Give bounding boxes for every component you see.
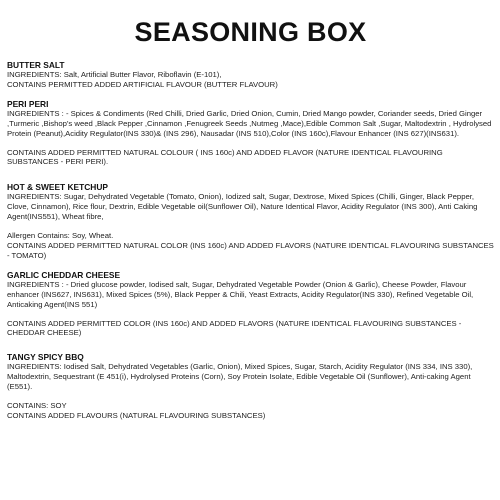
allergen-and-flavour-note: Allergen Contains: Soy, Wheat. CONTAINS ADDED PERMITTED NATURAL COLOR (INS 160c) AND ADDED FLAVORS (NATURE IDENTICAL FLAVOURING SUBSTANCES - TOMATO) [7, 231, 494, 260]
allergen-and-flavour-note: CONTAINS: SOY CONTAINS ADDED FLAVOURS (NATURAL FLAVOURING SUBSTANCES) [7, 401, 266, 420]
section-heading: PERI PERI [7, 98, 49, 109]
section-heading: TANGY SPICY BBQ [7, 352, 84, 363]
ingredients-text: INGREDIENTS: Iodised Salt, Dehydrated Vegetables (Garlic, Onion), Mixed Spices, Sugar, Starch, Acidity Regulator (INS 334, INS 330), Maltodextrin, Sequestrant (E 451(i), Hydrolysed Proteins (Corn), Soy Protein Isolate, Edible Vegetable Oil (Sunflower), Anti-caking Agent (E551). [7, 362, 473, 392]
page-title: SEASONING BOX [134, 17, 367, 47]
ingredients-text: INGREDIENTS: Salt, Artificial Butter Flavor, Riboflavin (E-101), [7, 70, 222, 79]
flavour-note: CONTAINS ADDED PERMITTED NATURAL COLOUR ( INS 160c) AND ADDED FLAVOR (NATURE IDENTICAL FLAVOURING SUBSTANCES - PERI PERI). [7, 147, 443, 167]
section-hot-sweet-ketchup [7, 182, 494, 260]
section-butter-salt [7, 60, 494, 90]
section-peri-peri [7, 99, 494, 168]
flavour-note: CONTAINS PERMITTED ADDED ARTIFICIAL FLAVOUR (BUTTER FLAVOUR) [7, 79, 278, 89]
section-heading: HOT & SWEET KETCHUP [7, 182, 108, 193]
flavour-note: CONTAINS ADDED PERMITTED COLOR (INS 160c) AND ADDED FLAVORS (NATURE IDENTICAL FLAVOURING SUBSTANCES - CHEDDAR CHEESE) [7, 318, 462, 338]
section-garlic-cheddar-cheese [7, 270, 494, 339]
section-tangy-spicy-bbq [7, 352, 494, 421]
ingredients-text: INGREDIENTS : - Dried glucose powder, Iodised salt, Sugar, Dehydrated Vegetable Powder (Onion & Garlic), Cheese Powder, Flavour enhancer (INS627, INS631), Mixed Spices (5%), Black Pepper & Chili, Yeast Extracts, Acidity Regulator(INS 330), Refined Vegetable Oil, Anticaking Agent(INS 551) [7, 279, 474, 309]
ingredients-text: INGREDIENTS : - Spices & Condiments (Red Chilli, Dried Garlic, Dried Onion, Cumin, Dried Mango powder, Coriander seeds, Dried Ginger ,Turmeric ,Bishop's weed ,Black Pepper ,Cinnamon ,Fenugreek Seeds ,Nutmeg ,Mace),Edible Common Salt ,Sugar, Maltodextrin , Hydrolysed Protein (Peanut),Acidity Regulator(INS 330)& (INS 296), Nausadar (INS 510),Color (INS 160c),Flavour Enhancer (INS 627)(INS631). [7, 108, 492, 138]
ingredients-text: INGREDIENTS: Sugar, Dehydrated Vegetable (Tomato, Onion), Iodized salt, Sugar, Dextrose, Mixed Spices (Chilli, Ginger, Black Pepper, Clove, Cinnamon), Rice flour, Dextrin, Edible Vegetable oil(Sunflower Oil), Nature Identical Flavor, Acidity Regulator (INS 300), Anti Caking Agent(INS551), Wheat fibre, [7, 192, 478, 222]
section-heading: GARLIC CHEDDAR CHEESE [7, 269, 121, 280]
section-heading: BUTTER SALT [7, 60, 65, 70]
